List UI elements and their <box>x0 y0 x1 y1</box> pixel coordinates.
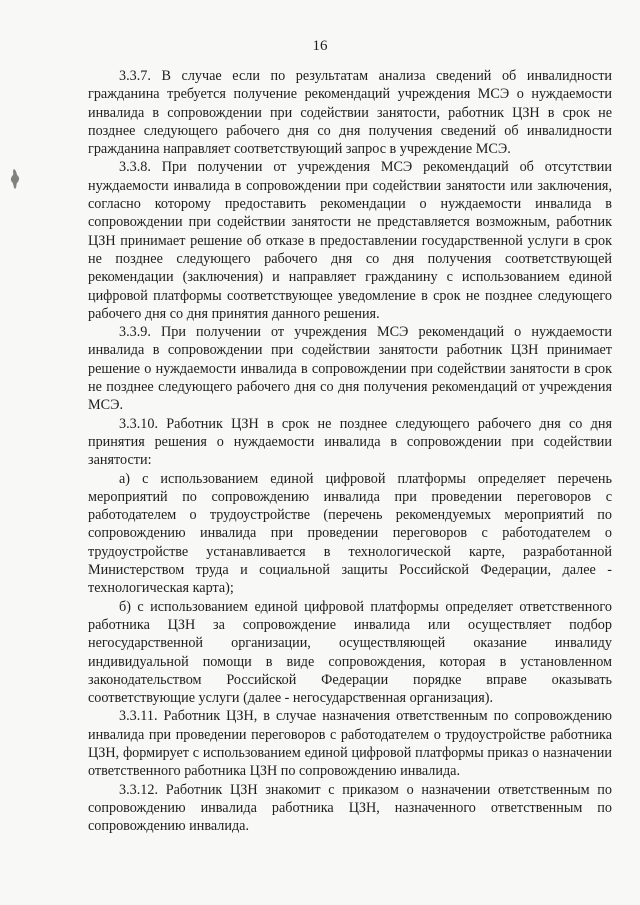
scan-artifact-mark <box>8 168 22 190</box>
page-number: 16 <box>312 38 328 54</box>
paragraph-3-3-11: 3.3.11. Работник ЦЗН, в случае назначения ответственным по сопровождению инвалида при проведении переговоров с работодателем о трудоустройстве работника ЦЗН, формирует с использованием единой цифровой платформы приказ о назначении ответственного работника ЦЗН по сопровождению инвалида. <box>88 708 612 780</box>
paragraph-3-3-7: 3.3.7. В случае если по результатам анализа сведений об инвалидности гражданина требуется получение рекомендаций учреждения МСЭ о нуждаемости инвалида в сопровождении при содействии занятости, работник ЦЗН в срок не позднее следующего рабочего дня со дня получения сведений об инвалидности гражданина направляет соответствующий запрос в учреждение МСЭ. <box>88 68 612 158</box>
paragraph-item-a: а) с использованием единой цифровой платформы определяет перечень мероприятий по сопровождению инвалида при проведении переговоров с работодателем о трудоустройстве (перечень рекомендуемых мероприятий по сопровождению инвалида при проведении переговоров с работодателем о трудоустройстве устанавливается в технологической карте, разработанной Министерством труда и социальной защиты Российской Федерации, далее - технологическая карта); <box>88 470 612 597</box>
paragraph-3-3-10: 3.3.10. Работник ЦЗН в срок не позднее следующего рабочего дня со дня принятия решения о нуждаемости инвалида в сопровождении при содействии занятости: <box>88 415 612 469</box>
document-body <box>88 67 612 835</box>
paragraph-item-b: б) с использованием единой цифровой платформы определяет ответственного работника ЦЗН за сопровождение инвалида или осуществляет подбор негосударственной организации, осуществляющей оказание инвалиду индивидуальной помощи в виде сопровождения, которая в установленном законодательством Российской Федерации порядке вправе оказывать соответствующие услуги (далее - негосударственная организация). <box>88 598 612 707</box>
paragraph-3-3-8: 3.3.8. При получении от учреждения МСЭ рекомендаций об отсутствии нуждаемости инвалида в сопровождении при содействии занятости или заключения, согласно которому предоставить рекомендации о нуждаемости инвалида в сопровождении при содействии занятости не представляется возможным, работник ЦЗН принимает решение об отказе в предоставлении государственной услуги в срок не позднее следующего рабочего дня со дня получения соответствующей рекомендации (заключения) и направляет гражданину с использованием единой цифровой платформы соответствующее уведомление в срок не позднее следующего рабочего дня со дня принятия данного решения. <box>88 159 612 322</box>
paragraph-3-3-12: 3.3.12. Работник ЦЗН знакомит с приказом о назначении ответственным по сопровождению инвалида работника ЦЗН, назначенного ответственным по сопровождению инвалида. <box>88 781 612 835</box>
paragraph-3-3-9: 3.3.9. При получении от учреждения МСЭ рекомендаций о нуждаемости инвалида в сопровождении при содействии занятости работник ЦЗН принимает решение о нуждаемости инвалида в сопровождении при содействии занятости в срок не позднее следующего рабочего дня со дня получения рекомендаций от учреждения МСЭ. <box>88 324 612 414</box>
